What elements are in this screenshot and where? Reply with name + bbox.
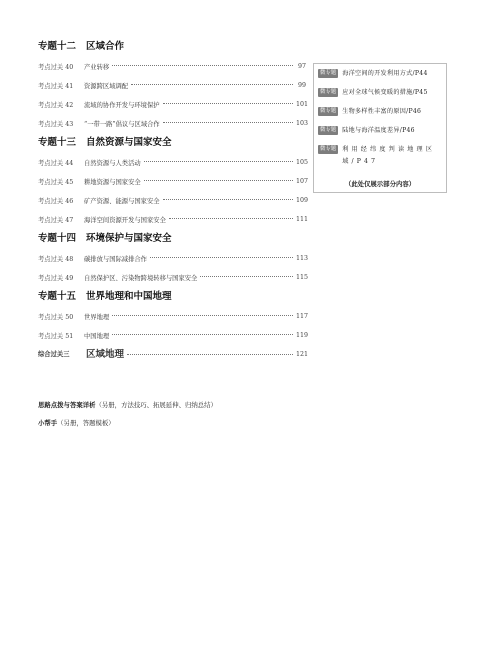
section-number: 专题十四 [38, 233, 77, 244]
entry-code: 考点过关 47 [38, 216, 74, 224]
toc-entry[interactable] [38, 156, 309, 168]
entry-page: 117 [296, 312, 309, 320]
dot-leader [169, 218, 293, 219]
entry-code: 考点过关 50 [38, 313, 74, 321]
micro-topic-tag: 微专题 [320, 89, 337, 95]
entry-code: 考点过关 48 [38, 255, 74, 263]
toc-entry[interactable] [38, 117, 309, 129]
micro-topic-item[interactable] [318, 68, 442, 80]
micro-topic-box [313, 63, 447, 193]
entry-title: 自然保护区、污染物跨境转移与国家安全 [84, 274, 198, 282]
entry-page: 101 [296, 100, 309, 108]
entry-title: 耕地资源与国家安全 [84, 178, 141, 186]
entry-page: 103 [296, 119, 309, 127]
micro-topic-item[interactable] [318, 125, 442, 137]
micro-topic-text: 陆地与海洋温度差异/P46 [342, 127, 415, 134]
section-heading [38, 290, 306, 304]
entry-title: 碳排放与国际减排合作 [84, 255, 147, 263]
entry-title: 资源跨区域调配 [84, 82, 129, 90]
toc-entry[interactable] [38, 194, 309, 206]
entry-title: 矿产资源、能源与国家安全 [84, 197, 160, 205]
entry-title: 世界地理 [84, 313, 110, 321]
section-number: 专题十三 [38, 137, 77, 148]
section-heading [38, 136, 306, 150]
section-15 [38, 290, 309, 341]
footer-notes [38, 400, 217, 436]
entry-code: 考点过关 44 [38, 159, 74, 167]
entry-code: 考点过关 41 [38, 82, 74, 90]
summary-entry[interactable] [38, 348, 309, 362]
helper-note [38, 418, 217, 427]
entry-page: 107 [296, 177, 309, 185]
section-title: 环境保护与国家安全 [86, 233, 172, 244]
toc-entry[interactable] [38, 60, 306, 72]
micro-topic-text: 生物多样性丰富的原因/P46 [342, 108, 422, 115]
toc-entry[interactable] [38, 79, 306, 91]
section-12 [38, 40, 309, 129]
micro-topic-item[interactable] [318, 144, 442, 168]
entry-title: 自然资源与人类活动 [84, 159, 141, 167]
micro-topic-item[interactable] [318, 87, 442, 99]
toc-entry[interactable] [38, 175, 309, 187]
section-13 [38, 136, 309, 225]
section-title: 自然资源与国家安全 [86, 137, 172, 148]
micro-topic-tag: 微专题 [320, 146, 337, 152]
entry-page: 119 [296, 331, 309, 339]
entry-code: 考点过关 42 [38, 101, 74, 109]
entry-title: 中国地理 [84, 332, 110, 340]
entry-code: 考点过关 46 [38, 197, 74, 205]
summary-number: 综合过关三 [38, 351, 70, 358]
entry-page: 109 [296, 196, 309, 204]
section-title: 区域合作 [86, 41, 125, 52]
entry-code: 考点过关 45 [38, 178, 74, 186]
toc-entry[interactable] [38, 98, 309, 110]
entry-code: 考点过关 49 [38, 274, 74, 282]
entry-title: “一带一路”倡议与区域合作 [84, 120, 160, 128]
entry-title: 流域的协作开发与环境保护 [84, 101, 160, 109]
summary-page: 121 [296, 351, 309, 358]
dot-leader [144, 161, 293, 162]
section-number: 专题十五 [38, 291, 77, 302]
helper-title: 小帮手 [38, 419, 58, 427]
toc-entry[interactable] [38, 329, 309, 341]
section-heading [38, 40, 306, 54]
micro-topic-tag: 微专题 [320, 70, 337, 76]
answer-analysis-title: 思路点拨与答案详析 [38, 401, 96, 409]
dot-leader [163, 122, 293, 123]
dot-leader [200, 276, 293, 277]
entry-page: 97 [297, 62, 306, 70]
dot-leader [163, 199, 293, 200]
toc-entry[interactable] [38, 310, 309, 322]
micro-topic-text: 应对全球气候变暖的措施/P45 [342, 89, 428, 96]
entry-title: 产业转移 [84, 63, 110, 71]
micro-topic-text: 海洋空间的开发利用方式/P44 [342, 70, 428, 77]
dot-leader [144, 180, 293, 181]
toc-entry[interactable] [38, 213, 309, 225]
dot-leader [112, 334, 293, 335]
entry-page: 113 [296, 254, 309, 262]
dot-leader [163, 103, 293, 104]
entry-page: 105 [296, 158, 309, 166]
helper-detail: （另册，答题模板） [57, 419, 115, 427]
dot-leader [150, 257, 293, 258]
dot-leader [131, 84, 293, 85]
micro-topic-item[interactable] [318, 106, 442, 118]
table-of-contents [38, 40, 309, 369]
section-14 [38, 232, 309, 283]
partial-content-note: （此处仅展示部分内容） [344, 180, 416, 188]
entry-page: 99 [297, 81, 306, 89]
toc-entry[interactable] [38, 252, 309, 264]
dot-leader [112, 65, 293, 66]
micro-topic-tag: 微专题 [320, 108, 337, 114]
section-heading [38, 232, 306, 246]
entry-page: 115 [296, 273, 309, 281]
section-title: 世界地理和中国地理 [86, 291, 172, 302]
dot-leader [112, 315, 293, 316]
answer-analysis-note [38, 400, 217, 409]
micro-topic-text: 利用经纬度判读地理区域/P47 [342, 146, 436, 165]
section-number: 专题十二 [38, 41, 77, 52]
entry-code: 考点过关 51 [38, 332, 74, 340]
micro-topic-tag: 微专题 [320, 127, 337, 133]
entry-page: 111 [296, 215, 309, 223]
toc-entry[interactable] [38, 271, 309, 283]
entry-code: 考点过关 43 [38, 120, 74, 128]
dot-leader [127, 354, 293, 355]
answer-analysis-detail: （另册，方法技巧、拓展延伸、归纳总结） [95, 401, 217, 409]
entry-code: 考点过关 40 [38, 63, 74, 71]
entry-title: 海洋空间资源开发与国家安全 [84, 216, 166, 224]
summary-title: 区域地理 [86, 349, 125, 360]
